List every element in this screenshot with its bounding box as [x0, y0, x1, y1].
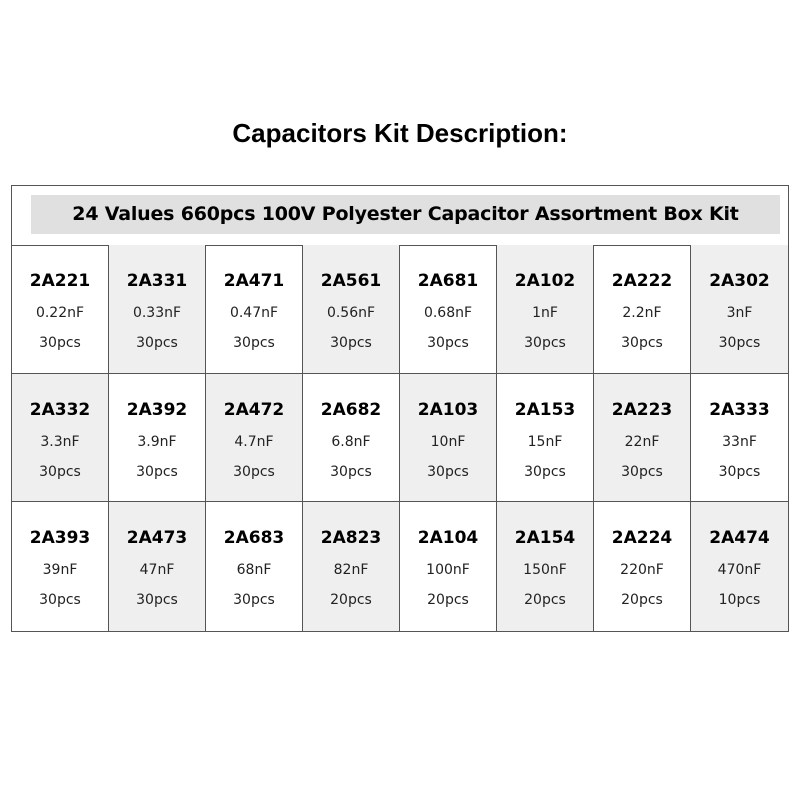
capacitor-cell: [109, 245, 206, 374]
capacitor-code: 2A393: [29, 528, 91, 549]
capacitor-code: 2A103: [417, 399, 479, 420]
capacitor-code: 2A682: [320, 399, 382, 420]
capacitor-cell: [497, 245, 594, 374]
capacitor-cell: [303, 245, 400, 374]
capacitor-code: 2A333: [709, 399, 770, 420]
capacitor-code: 2A471: [223, 271, 285, 291]
capacitance-value: 22nF: [624, 433, 660, 450]
capacitance-value: 2.2nF: [622, 305, 662, 321]
piece-count: 30pcs: [39, 592, 81, 609]
capacitor-cell: [691, 502, 788, 631]
capacitor-cell: [594, 374, 691, 503]
capacitor-code: 2A224: [611, 528, 673, 549]
capacitance-value: 100nF: [426, 562, 470, 579]
piece-count: 30pcs: [136, 463, 178, 480]
capacitor-cell: [12, 502, 109, 631]
kit-header-row: [12, 186, 788, 246]
piece-count: 30pcs: [39, 463, 81, 480]
capacitor-code: 2A683: [223, 528, 285, 549]
piece-count: 30pcs: [39, 335, 81, 351]
capacitance-value: 68nF: [236, 562, 272, 579]
capacitor-cell: [400, 245, 497, 374]
piece-count: 30pcs: [233, 592, 275, 609]
capacitor-cell: [691, 374, 788, 503]
capacitance-value: 1nF: [532, 305, 558, 321]
capacitor-kit-table: [11, 185, 789, 632]
piece-count: 20pcs: [330, 592, 372, 609]
capacitor-cell: [206, 374, 303, 503]
piece-count: 30pcs: [427, 463, 469, 480]
capacitance-value: 47nF: [139, 562, 175, 579]
piece-count: 30pcs: [427, 335, 469, 351]
capacitor-code: 2A102: [514, 271, 576, 291]
piece-count: 30pcs: [330, 335, 372, 351]
capacitor-cell: [12, 374, 109, 503]
capacitor-cell: [594, 245, 691, 374]
capacitor-cell: [109, 374, 206, 503]
capacitance-value: 82nF: [333, 562, 369, 579]
capacitor-code: 2A392: [126, 399, 188, 420]
capacitor-code: 2A153: [514, 399, 576, 420]
capacitance-value: 0.56nF: [326, 305, 376, 321]
capacitor-code: 2A331: [126, 271, 188, 291]
capacitance-value: 0.47nF: [229, 305, 279, 321]
capacitor-code: 2A332: [29, 399, 91, 420]
capacitance-value: 4.7nF: [234, 433, 274, 450]
capacitor-cell: [400, 374, 497, 503]
capacitor-code: 2A561: [320, 271, 382, 291]
piece-count: 30pcs: [621, 463, 663, 480]
capacitor-cell: [12, 245, 109, 374]
capacitor-code: 2A474: [709, 528, 770, 549]
capacitor-cell: [303, 374, 400, 503]
capacitor-grid: [12, 245, 788, 631]
piece-count: 20pcs: [524, 592, 566, 609]
capacitance-value: 3.3nF: [40, 433, 80, 450]
piece-count: 30pcs: [718, 335, 761, 351]
capacitor-cell: [206, 245, 303, 374]
capacitor-code: 2A223: [611, 399, 673, 420]
capacitor-code: 2A681: [417, 271, 479, 291]
capacitance-value: 470nF: [717, 562, 762, 579]
piece-count: 20pcs: [427, 592, 469, 609]
capacitance-value: 3.9nF: [137, 433, 177, 450]
capacitor-code: 2A104: [417, 528, 479, 549]
piece-count: 10pcs: [718, 592, 761, 609]
capacitor-code: 2A473: [126, 528, 188, 549]
capacitor-code: 2A154: [514, 528, 576, 549]
capacitance-value: 3nF: [726, 305, 753, 321]
piece-count: 30pcs: [136, 335, 178, 351]
piece-count: 30pcs: [621, 335, 663, 351]
capacitor-cell: [303, 502, 400, 631]
capacitance-value: 0.33nF: [132, 305, 182, 321]
capacitance-value: 39nF: [42, 562, 78, 579]
capacitor-code: 2A472: [223, 399, 285, 420]
piece-count: 30pcs: [718, 463, 761, 480]
page-title: Capacitors Kit Description:: [232, 118, 568, 148]
piece-count: 30pcs: [524, 463, 566, 480]
capacitor-cell: [691, 245, 788, 374]
kit-header-title: 24 Values 660pcs 100V Polyester Capacitor Assortment Box Kit: [72, 203, 739, 225]
capacitor-cell: [206, 502, 303, 631]
capacitor-cell: [594, 502, 691, 631]
capacitor-cell: [497, 502, 594, 631]
capacitance-value: 0.68nF: [423, 305, 473, 321]
capacitance-value: 150nF: [523, 562, 567, 579]
capacitor-cell: [497, 374, 594, 503]
piece-count: 30pcs: [136, 592, 178, 609]
piece-count: 30pcs: [233, 463, 275, 480]
capacitance-value: 10nF: [430, 433, 466, 450]
capacitance-value: 15nF: [527, 433, 563, 450]
piece-count: 30pcs: [233, 335, 275, 351]
capacitor-code: 2A302: [709, 271, 770, 291]
capacitor-code: 2A222: [611, 271, 673, 291]
capacitance-value: 220nF: [620, 562, 664, 579]
capacitor-cell: [400, 502, 497, 631]
capacitor-code: 2A221: [29, 271, 91, 291]
capacitance-value: 6.8nF: [331, 433, 371, 450]
piece-count: 30pcs: [330, 463, 372, 480]
piece-count: 30pcs: [524, 335, 566, 351]
capacitor-code: 2A823: [320, 528, 382, 549]
piece-count: 20pcs: [621, 592, 663, 609]
capacitance-value: 0.22nF: [35, 305, 85, 321]
capacitance-value: 33nF: [722, 433, 757, 450]
capacitor-cell: [109, 502, 206, 631]
